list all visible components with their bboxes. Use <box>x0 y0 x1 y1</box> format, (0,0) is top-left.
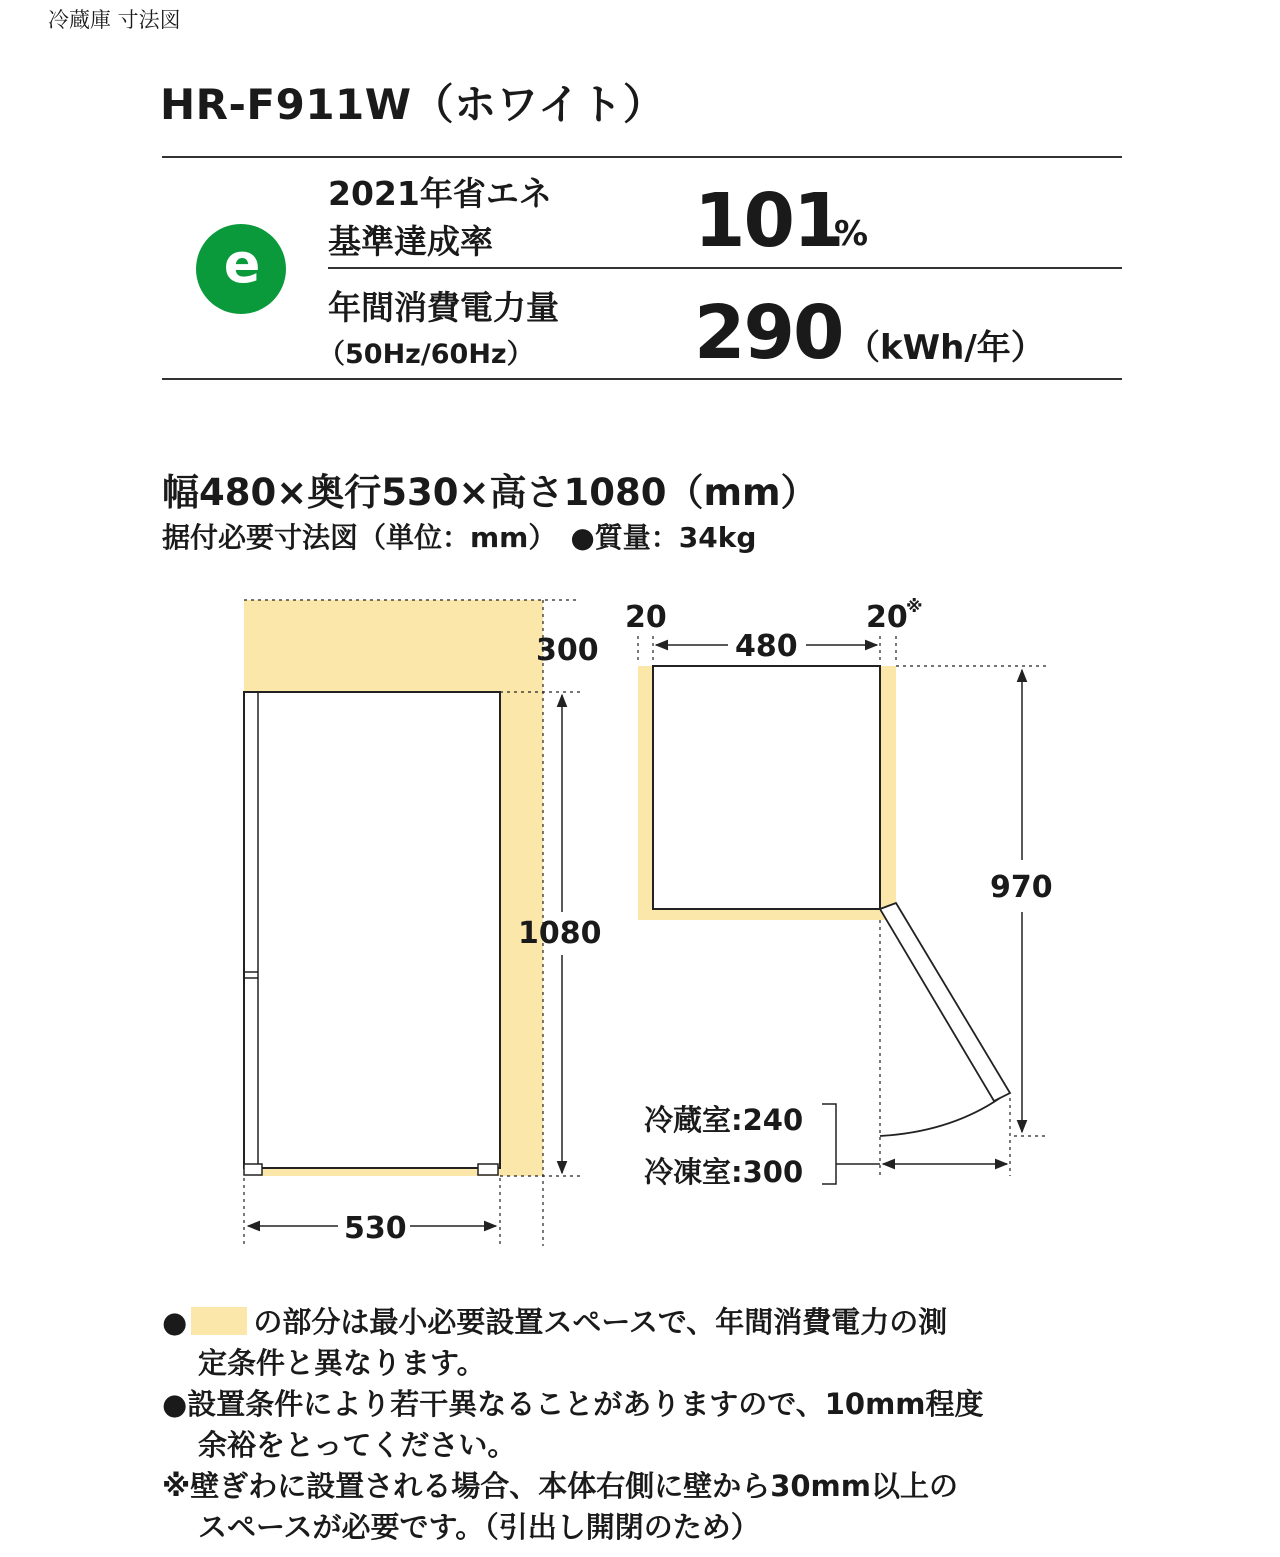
note-2 <box>162 1384 984 1466</box>
label-open-depth: 970 <box>990 870 1053 905</box>
note-2-line1: ●設置条件により若干異なることがありますので、10mm程度 <box>162 1387 984 1421</box>
label-right-gap: 20 <box>866 600 908 635</box>
label-fridge-door: 冷蔵室:240 <box>644 1103 804 1137</box>
top-right-clearance-area <box>880 666 896 920</box>
note-2-line2: 余裕をとってください。 <box>198 1428 517 1462</box>
model-name: HR-F911W（ホワイト） <box>160 80 666 129</box>
power-value: 290 <box>694 290 843 376</box>
note-1 <box>162 1302 947 1384</box>
label-height: 1080 <box>518 916 602 951</box>
note-3-line2: スペースが必要です。（引出し開閉のため） <box>198 1510 760 1544</box>
rate-unit: % <box>834 214 869 254</box>
page-title: 冷蔵庫 寸法図 <box>48 8 181 32</box>
space-color-swatch <box>191 1307 247 1335</box>
energy-logo-letter: e <box>223 232 261 295</box>
fridge-side-body <box>244 692 500 1168</box>
label-top-clearance: 300 <box>536 633 599 668</box>
power-label-line1: 年間消費電力量 <box>328 288 559 327</box>
rate-label-line1: 2021年省エネ <box>328 174 552 213</box>
door-swing-arc <box>880 1098 1000 1136</box>
installation-caption: 据付必要寸法図（単位：mm） ●質量：34kg <box>162 521 757 554</box>
power-label-line2: （50Hz/60Hz） <box>318 339 534 370</box>
label-right-gap-mark: ※ <box>906 597 923 617</box>
side-top-clearance-area <box>244 600 543 692</box>
rate-value: 101 <box>694 178 843 264</box>
top-view <box>638 636 1046 1184</box>
dimensions-summary: 幅480×奥行530×高さ1080（mm） <box>162 471 818 514</box>
label-depth: 530 <box>344 1211 407 1246</box>
rate-label-line2: 基準達成率 <box>328 222 493 261</box>
label-left-gap: 20 <box>625 600 667 635</box>
top-left-clearance-area <box>638 666 653 920</box>
note-3-line1: ※壁ぎわに設置される場合、本体右側に壁から30mm以上の <box>162 1469 958 1503</box>
door-bracket <box>822 1104 836 1184</box>
note-1-bullet: ● <box>162 1305 188 1339</box>
power-unit: （kWh/年） <box>846 328 1045 368</box>
label-freezer-door: 冷凍室:300 <box>644 1155 804 1189</box>
note-3 <box>162 1466 958 1548</box>
note-1-line2: 定条件と異なります。 <box>198 1346 486 1380</box>
rear-foot <box>478 1164 498 1175</box>
label-width: 480 <box>735 629 798 664</box>
open-door <box>880 903 1010 1101</box>
fridge-top-body <box>653 666 880 909</box>
front-foot <box>244 1164 262 1175</box>
note-1-line1: の部分は最小必要設置スペースで、年間消費電力の測 <box>253 1305 948 1339</box>
